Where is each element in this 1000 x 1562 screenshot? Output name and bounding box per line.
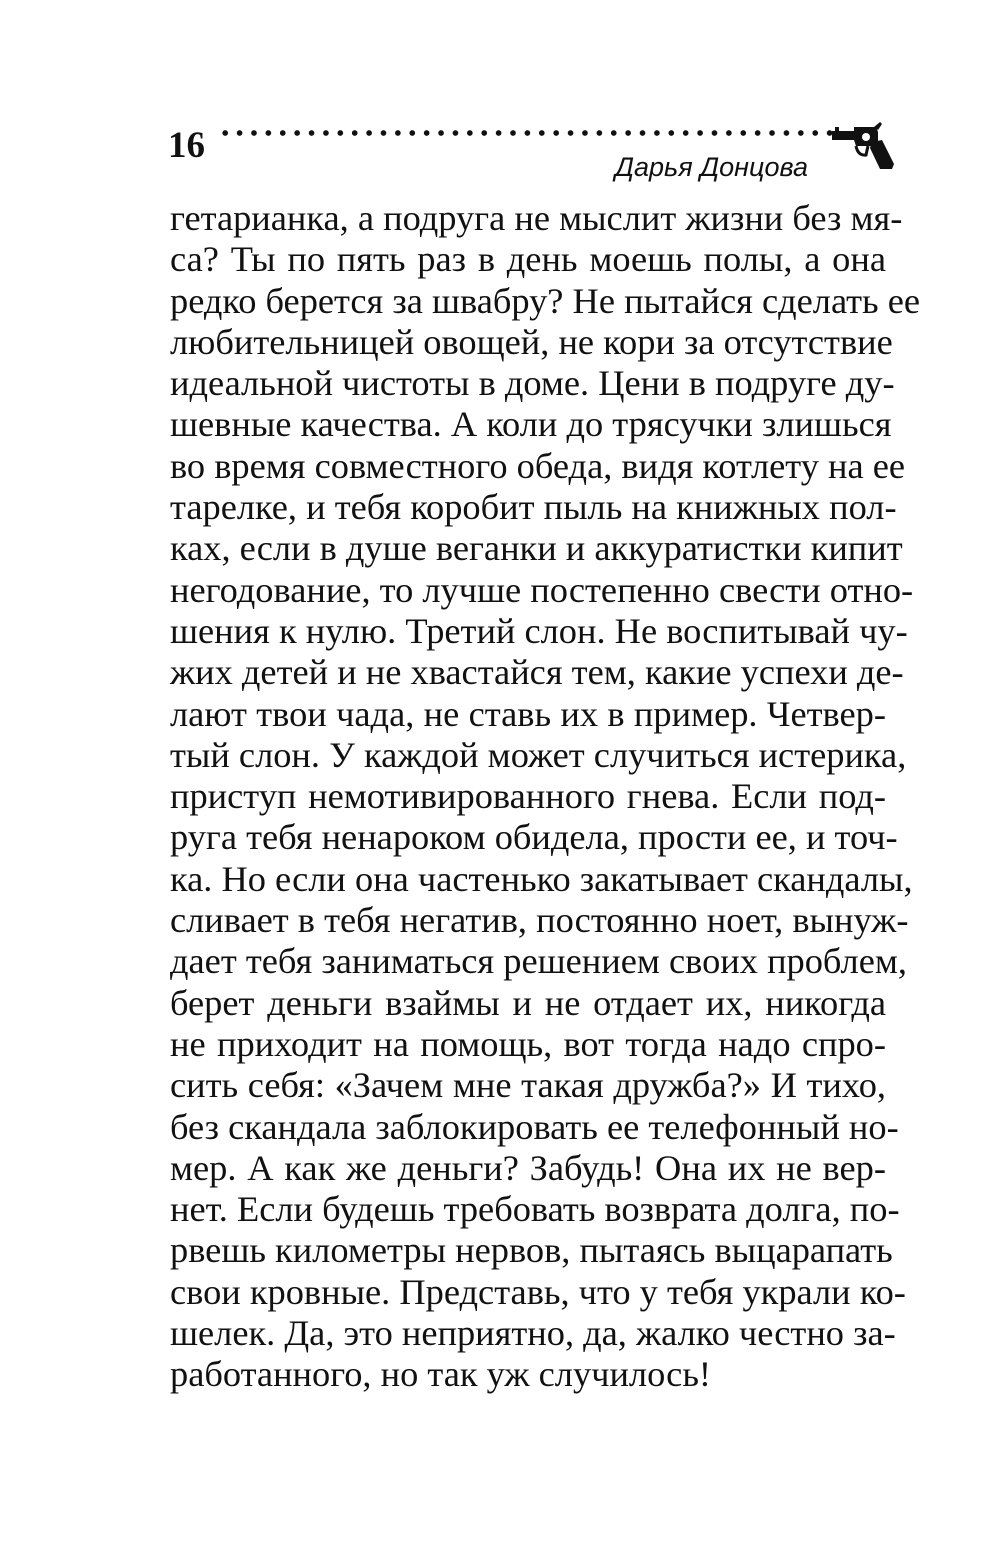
text-line: шения к нулю. Третий слон. Не воспитывай чу- bbox=[170, 610, 908, 651]
text-line: берет деньги взаймы и не отдает их, никогда bbox=[170, 982, 886, 1023]
text-line: гетарианка, а подруга не мыслит жизни без мя- bbox=[170, 198, 903, 238]
revolver-icon bbox=[832, 122, 894, 170]
text-line: тарелке, и тебя коробит пыль на книжных пол- bbox=[170, 487, 897, 528]
text-line: нет. Если будешь требовать возврата долга, по- bbox=[170, 1189, 900, 1230]
text-line: ка. Но если она частенько закатывает скандалы, bbox=[170, 858, 913, 899]
text-line: дает тебя заниматься решением своих проблем, bbox=[170, 941, 907, 982]
text-line: свои кровные. Представь, что у тебя украли ко- bbox=[170, 1271, 906, 1312]
dotted-rule-divider bbox=[218, 129, 836, 137]
text-line: рвешь километры нервов, пытаясь выцарапать bbox=[170, 1230, 893, 1271]
text-line: шевные качества. А коли до трясучки злишься bbox=[170, 404, 892, 445]
author-name: Дарья Донцова bbox=[614, 152, 808, 182]
text-line: са? Ты по пять раз в день моешь полы, а она bbox=[170, 239, 886, 280]
text-line: во время совместного обеда, видя котлету на ее bbox=[170, 445, 906, 486]
text-line: лают твои чада, не ставь их в пример. Четвер- bbox=[170, 693, 886, 734]
text-line: ках, если в душе веганки и аккуратистки кипит bbox=[170, 528, 903, 569]
text-line: руга тебя ненароком обидела, прости ее, и точ- bbox=[170, 817, 898, 858]
text-line: идеальной чистоты в доме. Цени в подруге ду- bbox=[170, 363, 895, 404]
text-line: мер. А как же деньги? Забудь! Она их не вер- bbox=[170, 1147, 886, 1188]
text-line: приступ немотивированного гнева. Если под- bbox=[170, 776, 886, 817]
body-text bbox=[170, 198, 921, 1396]
text-line: без скандала заблокировать ее телефонный но- bbox=[170, 1106, 899, 1147]
text-line: работанного, но так уж случилось! bbox=[170, 1354, 712, 1395]
text-line: редко берется за швабру? Не пытайся сделать ее bbox=[170, 280, 921, 321]
text-line: сливает в тебя негатив, постоянно ноет, вынуж- bbox=[170, 900, 909, 941]
text-line: сить себя: «Зачем мне такая дружба?» И тихо, bbox=[170, 1065, 886, 1106]
text-line: любительницей овощей, не кори за отсутствие bbox=[170, 321, 893, 362]
running-head bbox=[168, 118, 892, 208]
text-line: жих детей и не хвастайся тем, какие успехи де- bbox=[170, 652, 904, 693]
text-line: тый слон. У каждой может случиться истерика, bbox=[170, 734, 907, 775]
text-line: не приходит на помощь, вот тогда надо спро- bbox=[170, 1023, 886, 1064]
text-line: негодование, то лучше постепенно свести отно- bbox=[170, 569, 914, 610]
text-line: шелек. Да, это неприятно, да, жалко честно за- bbox=[170, 1313, 896, 1354]
page-number: 16 bbox=[168, 125, 205, 166]
